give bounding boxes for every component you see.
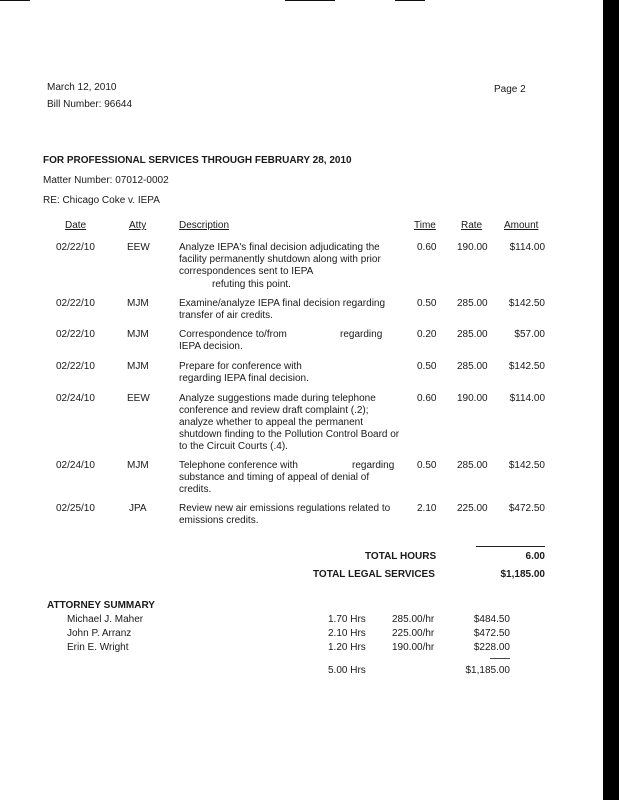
entry-date: 02/24/10 [56, 393, 95, 404]
entry-date: 02/22/10 [56, 329, 95, 340]
attorney-name: John P. Arranz [67, 628, 132, 639]
entry-rate: 190.00 [457, 393, 488, 404]
attorney-amount: $228.00 [473, 642, 510, 653]
entry-time: 0.60 [417, 393, 437, 404]
attorney-summary-title: ATTORNEY SUMMARY [47, 600, 155, 611]
entry-rate: 285.00 [457, 329, 488, 340]
entry-amount: $114.00 [509, 242, 545, 253]
entry-rate: 225.00 [457, 503, 488, 514]
attorney-amount: $484.50 [473, 614, 510, 625]
entry-rate: 285.00 [457, 361, 488, 372]
entry-atty: MJM [127, 460, 149, 471]
matter-number: Matter Number: 07012-0002 [43, 175, 169, 186]
entry-description: Review new air emissions regulations related to emissions credits. [179, 503, 391, 526]
entry-amount: $57.00 [514, 329, 545, 340]
summary-total-amount: $1,185.00 [465, 665, 510, 676]
entry-atty: MJM [127, 361, 149, 372]
col-time: Time [414, 220, 436, 231]
entry-date: 02/22/10 [56, 298, 95, 309]
summary-total-hours: 5.00 Hrs [328, 665, 366, 676]
entry-description: Examine/analyze IEPA final decision regarding transfer of air credits. [179, 298, 386, 321]
entry-time: 0.50 [417, 460, 437, 471]
total-legal-services-value: $1,185.00 [500, 569, 545, 580]
attorney-amount: $472.50 [473, 628, 510, 639]
entry-time: 0.20 [417, 329, 437, 340]
entry-description: Prepare for conference with regarding IEPA final decision. [179, 361, 309, 384]
entry-atty: MJM [127, 329, 149, 340]
entry-description-extra: refuting this point. [212, 279, 291, 290]
entry-amount: $142.50 [508, 460, 545, 471]
entry-description-line2: IEPA decision. [179, 341, 243, 352]
total-legal-services-label: TOTAL LEGAL SERVICES [313, 569, 435, 580]
entry-amount: $472.50 [508, 503, 545, 514]
entry-description: Analyze IEPA's final decision adjudicating the facility permanently shutdown along with prior correspondences sent to IEPA [179, 242, 381, 277]
section-title: FOR PROFESSIONAL SERVICES THROUGH FEBRUARY 28, 2010 [43, 155, 352, 166]
summary-divider [490, 658, 510, 659]
scan-artifact [285, 0, 335, 1]
total-hours-value: 6.00 [525, 551, 545, 562]
entry-description: Analyze suggestions made during telephone conference and review draft complaint (.2); analyze whether to appeal the permanent shutdown finding to the Pollution Control Board or to the Circuit Courts (.4). [179, 393, 400, 452]
col-description: Description [179, 220, 230, 231]
bill-number: Bill Number: 96644 [47, 99, 133, 110]
attorney-rate: 190.00/hr [392, 642, 435, 653]
total-hours-label: TOTAL HOURS [365, 551, 437, 562]
attorney-name: Erin E. Wright [67, 642, 129, 653]
entry-date: 02/24/10 [56, 460, 95, 471]
scan-artifact [0, 0, 30, 1]
re-line: RE: Chicago Coke v. IEPA [43, 195, 160, 206]
entry-time: 2.10 [417, 503, 437, 514]
entry-date: 02/22/10 [56, 361, 95, 372]
entry-atty: JPA [129, 503, 147, 514]
entry-date: 02/22/10 [56, 242, 95, 253]
attorney-rate: 225.00/hr [392, 628, 435, 639]
letter-date: March 12, 2010 [47, 82, 117, 93]
attorney-hours: 1.70 Hrs [328, 614, 366, 625]
entry-time: 0.50 [417, 361, 437, 372]
entry-description: Telephone conference with [179, 460, 298, 471]
entry-time: 0.50 [417, 298, 437, 309]
attorney-rate: 285.00/hr [392, 614, 435, 625]
entry-time: 0.60 [417, 242, 437, 253]
entry-amount: $142.50 [508, 361, 545, 372]
entry-description-tail: regarding [340, 329, 383, 340]
entry-rate: 285.00 [457, 460, 488, 471]
page-number: Page 2 [494, 84, 526, 95]
attorney-hours: 2.10 Hrs [328, 628, 366, 639]
entry-date: 02/25/10 [56, 503, 95, 514]
entry-description: Correspondence to/from [179, 329, 287, 340]
col-rate: Rate [461, 220, 483, 231]
entry-description-line2: substance and timing of appeal of denial of credits. [179, 472, 370, 495]
attorney-hours: 1.20 Hrs [328, 642, 366, 653]
entry-atty: EEW [127, 393, 150, 404]
entry-amount: $114.00 [509, 393, 545, 404]
entry-rate: 285.00 [457, 298, 488, 309]
scan-artifact [395, 0, 425, 1]
entry-amount: $142.50 [508, 298, 545, 309]
totals-divider [476, 546, 545, 547]
scan-edge-bar [603, 0, 619, 800]
entry-rate: 190.00 [457, 242, 488, 253]
col-date: Date [65, 220, 87, 231]
attorney-name: Michael J. Maher [67, 614, 144, 625]
entry-description-tail: regarding [352, 460, 395, 471]
col-atty: Atty [129, 220, 147, 231]
entry-atty: MJM [127, 298, 149, 309]
entry-atty: EEW [127, 242, 150, 253]
col-amount: Amount [504, 220, 539, 231]
